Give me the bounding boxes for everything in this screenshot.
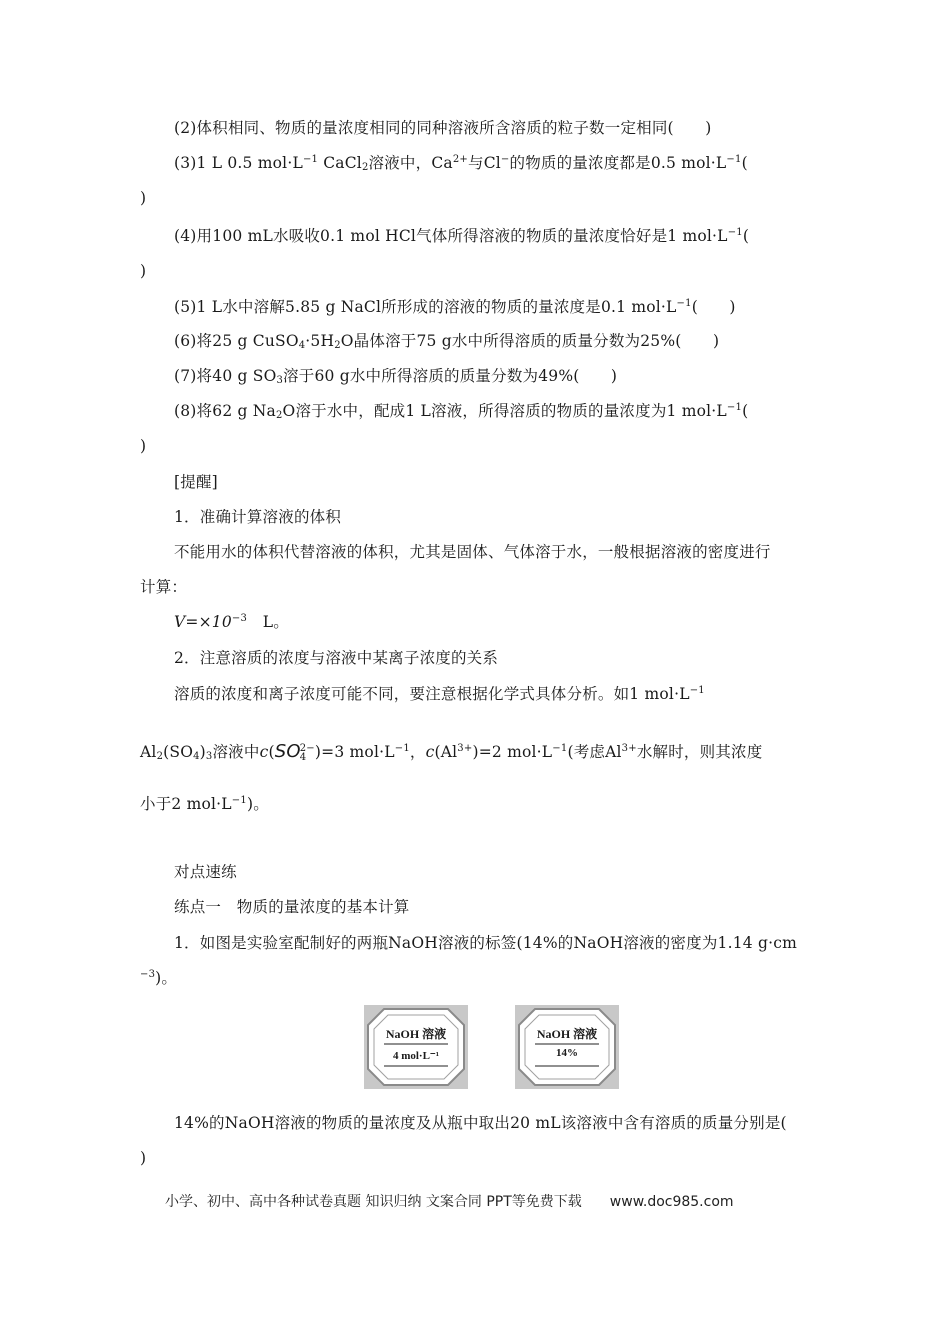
label-title: NaOH 溶液 xyxy=(536,1027,598,1041)
footer-url[interactable]: www.doc985.com xyxy=(609,1194,734,1210)
question-8-wrap: ) xyxy=(140,437,147,455)
practice-question-1: 1．如图是实验室配制好的两瓶NaOH溶液的标签(14%的NaOH溶液的密度为1.14 g·cm xyxy=(174,934,797,952)
question-7: (7)将40 g $SO_3$溶于60 g水中所得溶质的质量分数为49%( ) xyxy=(174,367,618,386)
label-value: 14% xyxy=(556,1047,578,1059)
label-title: NaOH 溶液 xyxy=(385,1027,447,1041)
naoh-label-14pct xyxy=(515,1005,619,1089)
question-4: (4)用100 mL水吸收0.1 mol HCl气体所得溶液的物质的量浓度恰好是1 $mol\cdot L^{-1}$( xyxy=(174,227,750,245)
question-3-wrap: ) xyxy=(140,189,147,207)
practice-question-1-wrap: $^{-3}$)。 xyxy=(140,969,178,987)
tip-2-line-3: 小于2 $mol\cdot L^{-1}$)。 xyxy=(140,795,269,813)
practice-question-1-stem: 14%的NaOH溶液的物质的量浓度及从瓶中取出20 mL该溶液中含有溶质的质量分别是( xyxy=(174,1114,787,1132)
tip-2-line-2: $Al_2(SO_4)_3$溶液中c(SO2− 4 )=3 $mol\cdot L^{-1}$，$c(Al^{3+})=2$ $mol\cdot L^{-1}$(考虑$Al^{3+}$水解时，则其浓度 xyxy=(140,741,763,763)
question-6: (6)将25 g $CuSO_4\cdot 5H_2O$晶体溶于75 g水中所得溶质的质量分数为25%( ) xyxy=(174,332,720,351)
tip-2-text: 溶质的浓度和离子浓度可能不同，要注意根据化学式具体分析。如1 $mol\cdot L^{-1}$ xyxy=(174,685,705,703)
tip-1-text: 不能用水的体积代替溶液的体积，尤其是固体、气体溶于水，一般根据溶液的密度进行 xyxy=(174,543,771,561)
practice-question-1-stem-wrap: ) xyxy=(140,1149,147,1167)
question-4-wrap: ) xyxy=(140,262,147,280)
tip-heading: [提醒] xyxy=(174,473,218,491)
practice-subheading: 练点一 物质的量浓度的基本计算 xyxy=(174,898,410,916)
bottle-label-frame xyxy=(364,1005,468,1089)
question-5: (5)1 L水中溶解5.85 g NaCl所形成的溶液的物质的量浓度是0.1 $mol\cdot L^{-1}$( ) xyxy=(174,298,736,316)
naoh-label-4mol xyxy=(364,1005,468,1089)
practice-heading: 对点速练 xyxy=(174,863,237,881)
question-3: (3)1 L 0.5 $mol\cdot L^{-1}$ CaCl$_2$溶液中，$Ca^{2+}$与Cl−的物质的量浓度都是0.5 $mol\cdot L^{-1}$( xyxy=(174,154,748,173)
footer-banner xyxy=(165,1191,734,1211)
question-2: (2)体积相同、物质的量浓度相同的同种溶液所含溶质的粒子数一定相同( ) xyxy=(174,119,712,137)
tip-1-wrap: 计算： xyxy=(140,578,188,596)
label-value: 4 mol·L⁻¹ xyxy=(392,1050,440,1062)
volume-formula: $V=\times 10^{-3}$ L。 xyxy=(174,613,289,631)
question-8: (8)将62 g $Na_2O$溶于水中，配成1 L溶液，所得溶质的物质的量浓度为1 $mol\cdot L^{-1}$( xyxy=(174,402,749,421)
tip-1-title: 1．准确计算溶液的体积 xyxy=(174,508,342,526)
tip-2-title: 2．注意溶质的浓度与溶液中某离子浓度的关系 xyxy=(174,649,499,667)
footer-text: 小学、初中、高中各种试卷真题 知识归纳 文案合同 PPT等免费下载 xyxy=(165,1194,582,1210)
